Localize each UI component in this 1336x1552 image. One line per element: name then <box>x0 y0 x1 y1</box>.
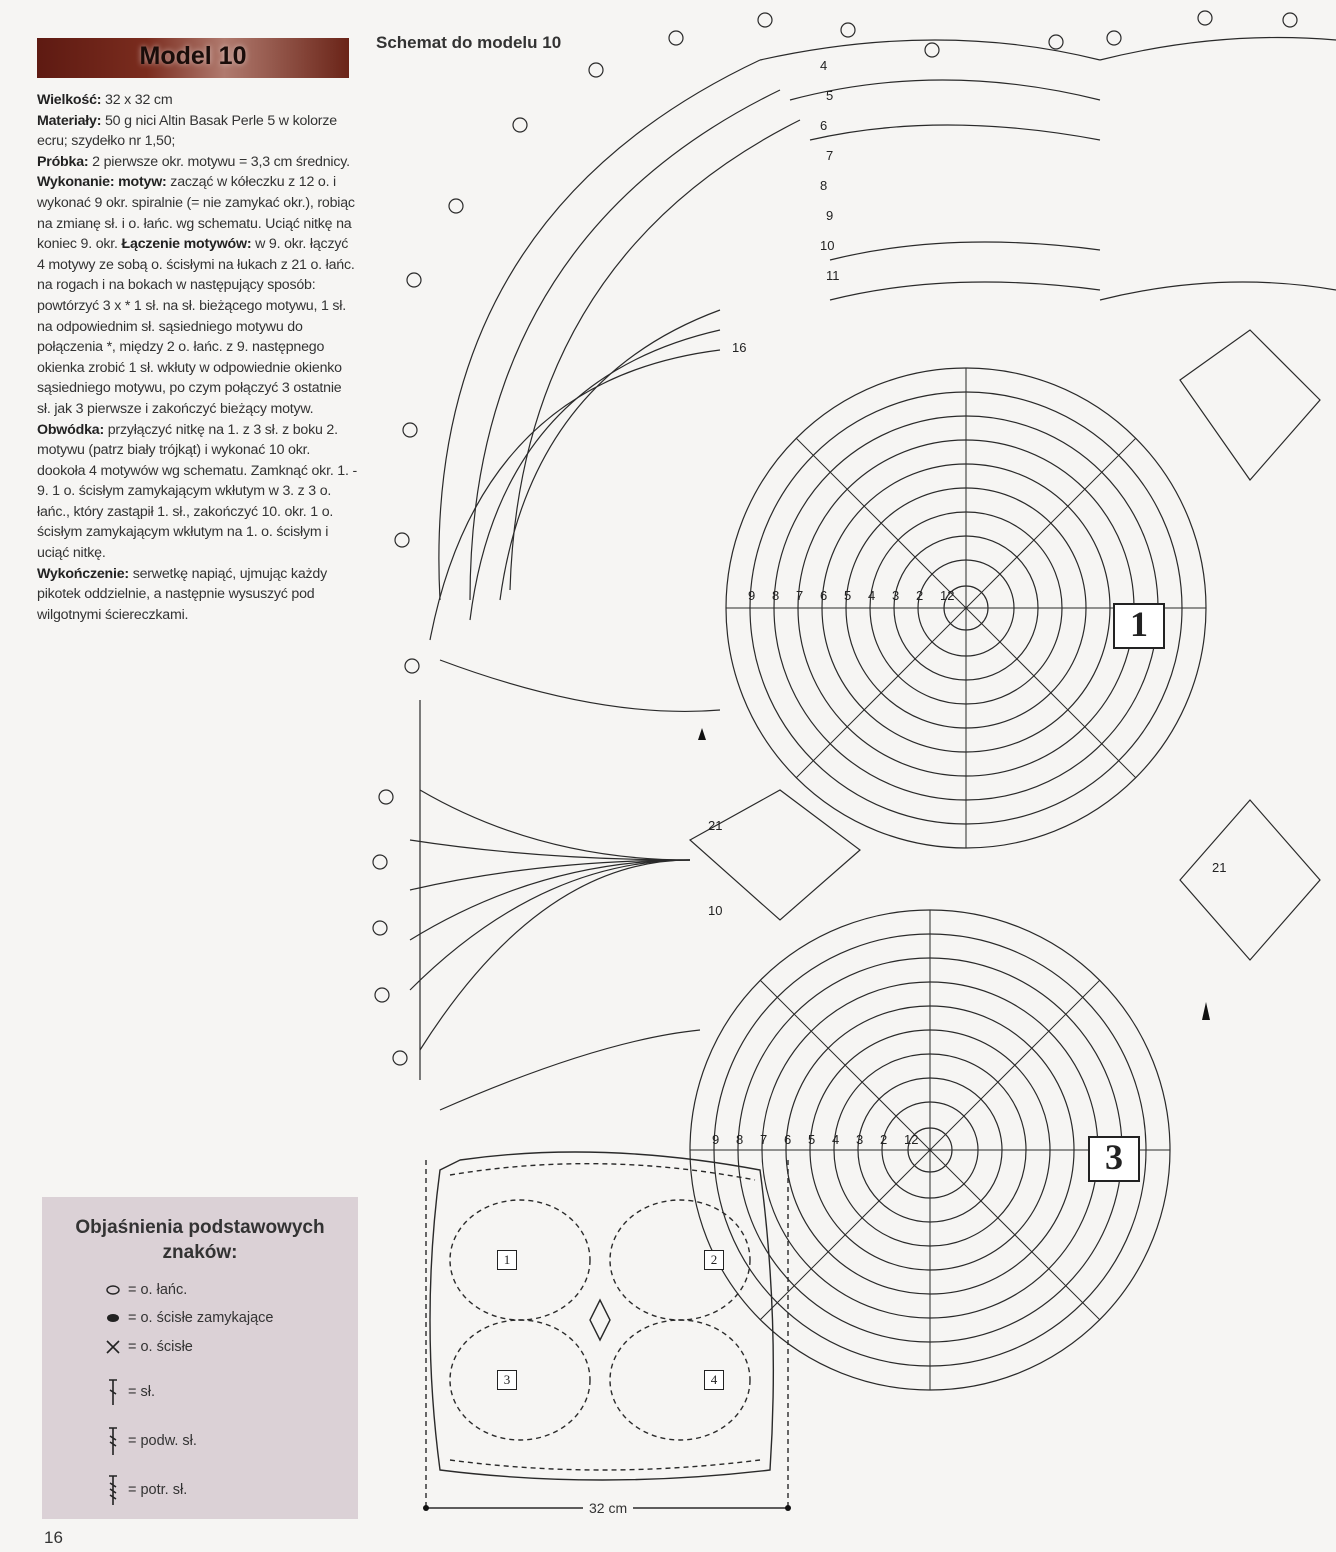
round-number-main: 2 <box>916 588 924 603</box>
mini-label-4: 4 <box>704 1370 724 1390</box>
overview-mini-diagram <box>426 1152 788 1508</box>
corner-number: 21 <box>708 818 723 833</box>
materials-text: 50 g nici Altin Basak Perle 5 w kolorze ecru; szydełko nr 1,50; <box>37 112 337 150</box>
motif-label-3: 3 <box>1088 1136 1140 1182</box>
joining-text: w 9. okr. łączyć 4 motywy ze sobą o. ścisłymi na łukach z 21 o. łańc. na rogach i na bokach w następujący sposób: powtórzyć 3 x * 1 sł. na sł. bieżącego motywu, 1 sł. na odpowiednim sł. sąsiedniego motywu do połączenia *, między 2 o. łańc. z 9. następnego okienka zrobić 1 sł. wkłuty w odpowiednie okienko sąsiedniego motywu, po czym połączyć 3 ostatnie sł. jak 3 pierwsze i zakończyć bieżący motyw. <box>37 236 355 417</box>
dimension-left-dot <box>423 1505 429 1511</box>
round-number-motif-3: 7 <box>760 1132 768 1147</box>
border-round-number: 4 <box>820 58 828 73</box>
round-number-motif-3: 6 <box>784 1132 792 1147</box>
dimension-label: 32 cm <box>583 1500 633 1516</box>
round-number-main: 3 <box>892 588 900 603</box>
legend-text-slip: = o. ścisłe zamykające <box>128 1310 274 1326</box>
finishing-text: serwetkę napiąć, ujmując każdy pikotek oddzielnie, a następnie wysuszyć pod wilgotnymi ściereczkami. <box>37 565 327 623</box>
round-number-motif-3: 8 <box>736 1132 744 1147</box>
legend-title: Objaśnienia podstawowych znaków: <box>75 1217 325 1263</box>
mini-label-3: 3 <box>497 1370 517 1390</box>
legend-text-dc: = sł. <box>128 1384 155 1400</box>
border-label: Obwódka: <box>37 421 104 438</box>
model-title: Model 10 <box>139 42 247 70</box>
size-text: 32 x 32 cm <box>101 92 173 108</box>
round-number-main: 9 <box>748 588 756 603</box>
round-number-motif-3: 5 <box>808 1132 816 1147</box>
legend-text-sc: = o. ścisłe <box>128 1339 193 1355</box>
execution-label: Wykonanie: motyw: <box>37 174 167 191</box>
page-number: 16 <box>44 1528 63 1547</box>
round-number-motif-3: 2 <box>880 1132 888 1147</box>
motif-label-1: 1 <box>1113 603 1165 649</box>
corner-number: 16 <box>732 340 747 355</box>
border-round-number: 6 <box>820 118 828 133</box>
end-triangle-marker <box>1202 1002 1210 1020</box>
round-number-main: 12 <box>940 588 955 603</box>
legend-text-tr: = podw. sł. <box>128 1433 197 1449</box>
round-number-main: 7 <box>796 588 804 603</box>
legend-text-chain: = o. łańc. <box>128 1282 188 1298</box>
border-round-number: 10 <box>820 238 835 253</box>
border-text: przyłączyć nitkę na 1. z 3 sł. z boku 2. motywu (patrz biały trójkąt) i wykonać 10 okr. dookoła 4 motywów wg schematu. Zamknąć okr. 1. - 9. 1 o. ścisłym zamykającym wkłutym w 3. z 3 o. łańc., który zastąpił 1. sł., zakończyć 10. okr. 1 o. ścisłym zamykającym wkłutym na 1. o. ścisłym i uciąć nitkę. <box>37 421 358 562</box>
round-number-motif-3: 12 <box>904 1132 919 1147</box>
border-round-number: 7 <box>826 148 834 163</box>
round-number-main: 8 <box>772 588 780 603</box>
border-round-number: 5 <box>826 88 834 103</box>
border-fan <box>410 38 1336 1111</box>
picots <box>373 11 1297 1065</box>
sample-label: Próbka: <box>37 153 89 170</box>
joining-label: Łączenie motywów: <box>121 236 252 253</box>
mini-label-1: 1 <box>497 1250 517 1270</box>
border-round-number: 8 <box>820 178 828 193</box>
round-number-main: 6 <box>820 588 828 603</box>
mini-label-2: 2 <box>704 1250 724 1270</box>
round-number-motif-3: 3 <box>856 1132 864 1147</box>
size-label: Wielkość: <box>37 92 102 108</box>
sample-text: 2 pierwsze okr. motywu = 3,3 cm średnicy. <box>88 153 350 170</box>
border-round-number: 11 <box>826 268 840 283</box>
materials-label: Materiały: <box>37 112 102 129</box>
round-number-motif-3: 9 <box>712 1132 720 1147</box>
corner-number: 21 <box>1212 860 1227 875</box>
round-number-main: 5 <box>844 588 852 603</box>
schema-title: Schemat do modelu 10 <box>376 33 562 52</box>
start-triangle-marker <box>698 728 706 740</box>
dimension-right-dot <box>785 1505 791 1511</box>
round-number-main: 4 <box>868 588 876 603</box>
execution-text: zacząć w kółeczku z 12 o. i wykonać 9 okr. spiralnie (= nie zamykać okr.), robiąc na zmianę sł. i o. łańc. wg schematu. Uciąć nitkę na koniec 9. okr. <box>37 174 355 253</box>
border-round-number: 9 <box>826 208 834 223</box>
legend-text-ttr: = potr. sł. <box>128 1482 188 1498</box>
finishing-label: Wykończenie: <box>37 565 129 582</box>
round-number-motif-3: 4 <box>832 1132 840 1147</box>
corner-number: 10 <box>708 903 723 918</box>
